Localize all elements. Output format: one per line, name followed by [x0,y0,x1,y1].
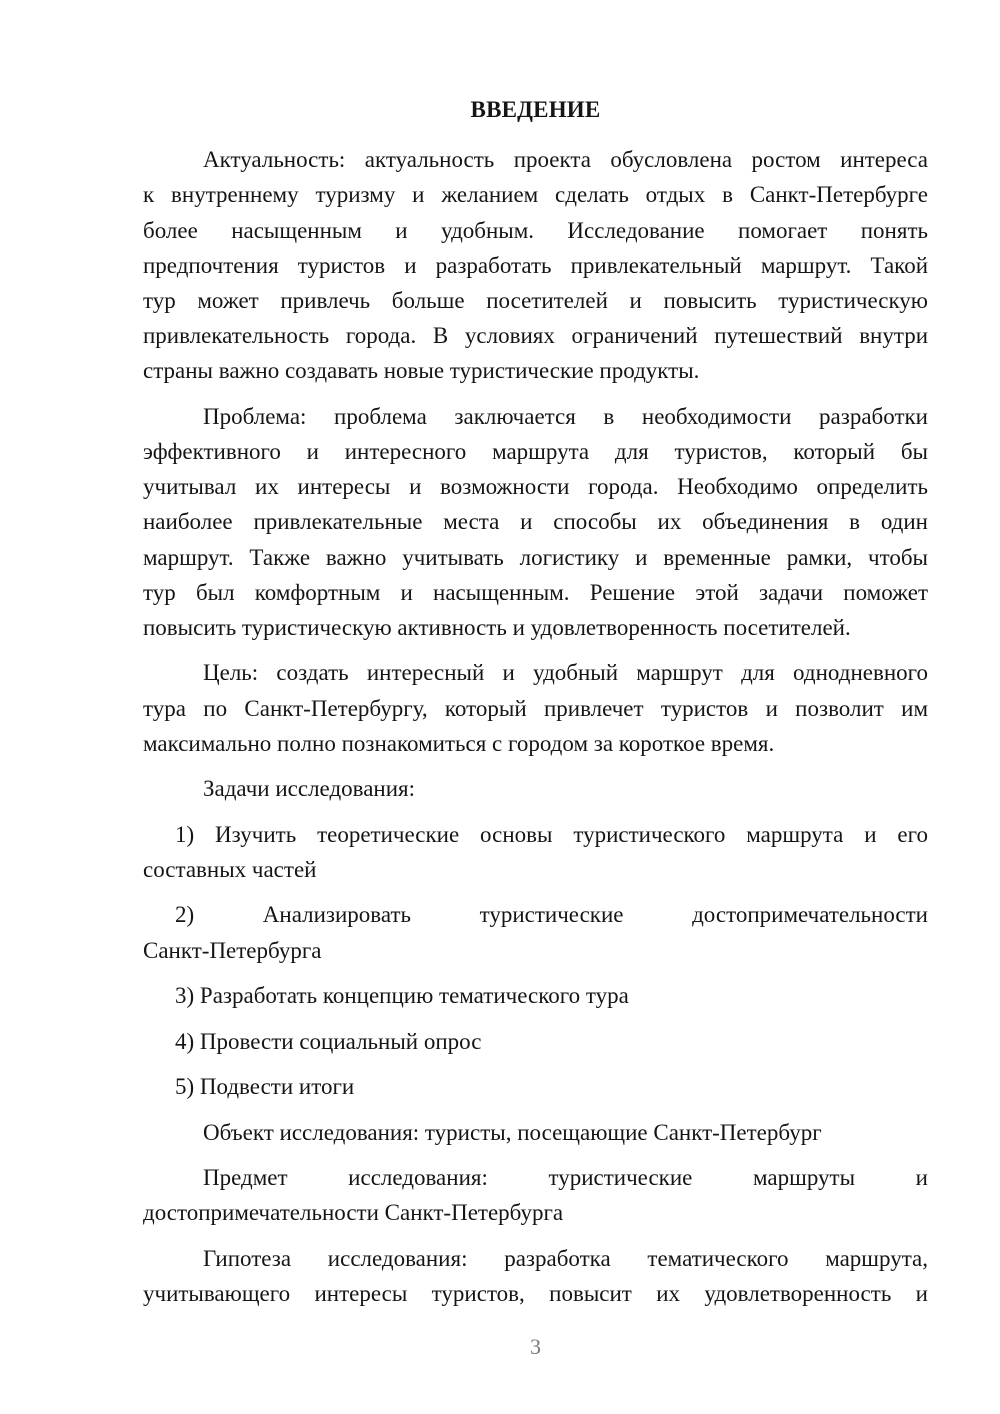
paragraph-problem [143,399,928,645]
text-line: наиболее привлекательные места и способы их объединения в один [143,509,928,535]
text-line: 2) Анализировать туристические достопримечательности [175,902,928,928]
text-line: учитывающего интересы туристов, повысит их удовлетворенность и [143,1280,928,1306]
paragraph-subject [143,1160,928,1230]
text-line: максимально полно познакомиться с городом за короткое время. [143,730,775,756]
text-line: 3) Разработать концепцию тематического тура [175,983,629,1009]
text-line: Актуальность: актуальность проекта обусловлена ростом интереса [203,147,928,173]
text-line: учитывал их интересы и возможности города. Необходимо определить [143,474,928,500]
text-line: Предмет исследования: туристические маршруты и [203,1165,928,1191]
text-line: тур был комфортным и насыщенным. Решение этой задачи поможет [143,579,928,605]
text-line: предпочтения туристов и разработать привлекательный маршрут. Такой [143,252,928,278]
text-line: 5) Подвести итоги [175,1074,355,1100]
text-line: эффективного и интересного маршрута для туристов, который бы [143,438,928,464]
text-line: 1) Изучить теоретические основы туристического маршрута и его [175,821,928,847]
task-item-1 [143,817,928,887]
text-line: Цель: создать интересный и удобный маршрут для однодневного [203,660,928,686]
text-line: страны важно создавать новые туристические продукты. [143,358,700,384]
task-item-5 [143,1069,928,1104]
text-line: Проблема: проблема заключается в необходимости разработки [203,403,928,429]
text-line: более насыщенным и удобным. Исследование помогает понять [143,217,928,243]
page-number: 3 [530,1334,541,1359]
text-line: Объект исследования: туристы, посещающие Санкт-Петербург [203,1119,822,1145]
task-item-3 [143,978,928,1013]
text-line: тура по Санкт-Петербургу, который привлечет туристов и позволит им [143,695,928,721]
task-item-4 [143,1024,928,1059]
text-line: Гипотеза исследования: разработка тематического маршрута, [203,1245,928,1271]
text-line: 4) Провести социальный опрос [175,1028,482,1054]
text-line: Санкт-Петербурга [143,937,322,963]
page-title: ВВЕДЕНИЕ [470,97,601,122]
text-line: повысить туристическую активность и удовлетворенность посетителей. [143,614,851,640]
text-line: составных частей [143,856,317,882]
paragraph-goal [143,655,928,761]
text-line: к внутреннему туризму и желанием сделать отдых в Санкт-Петербурге [143,182,928,208]
page-content [143,92,928,1321]
text-line: Задачи исследования: [203,776,416,802]
paragraph-relevance [143,142,928,388]
paragraph-object [143,1115,928,1150]
paragraph-hypothesis [143,1241,928,1311]
text-line: маршрут. Также важно учитывать логистику и временные рамки, чтобы [143,544,928,570]
text-line: привлекательность города. В условиях ограничений путешествий внутри [143,323,928,349]
text-line: тур может привлечь больше посетителей и повысить туристическую [143,287,928,313]
paragraph-tasks-heading [143,771,928,806]
text-line: достопримечательности Санкт-Петербурга [143,1200,564,1226]
task-item-2 [143,897,928,967]
